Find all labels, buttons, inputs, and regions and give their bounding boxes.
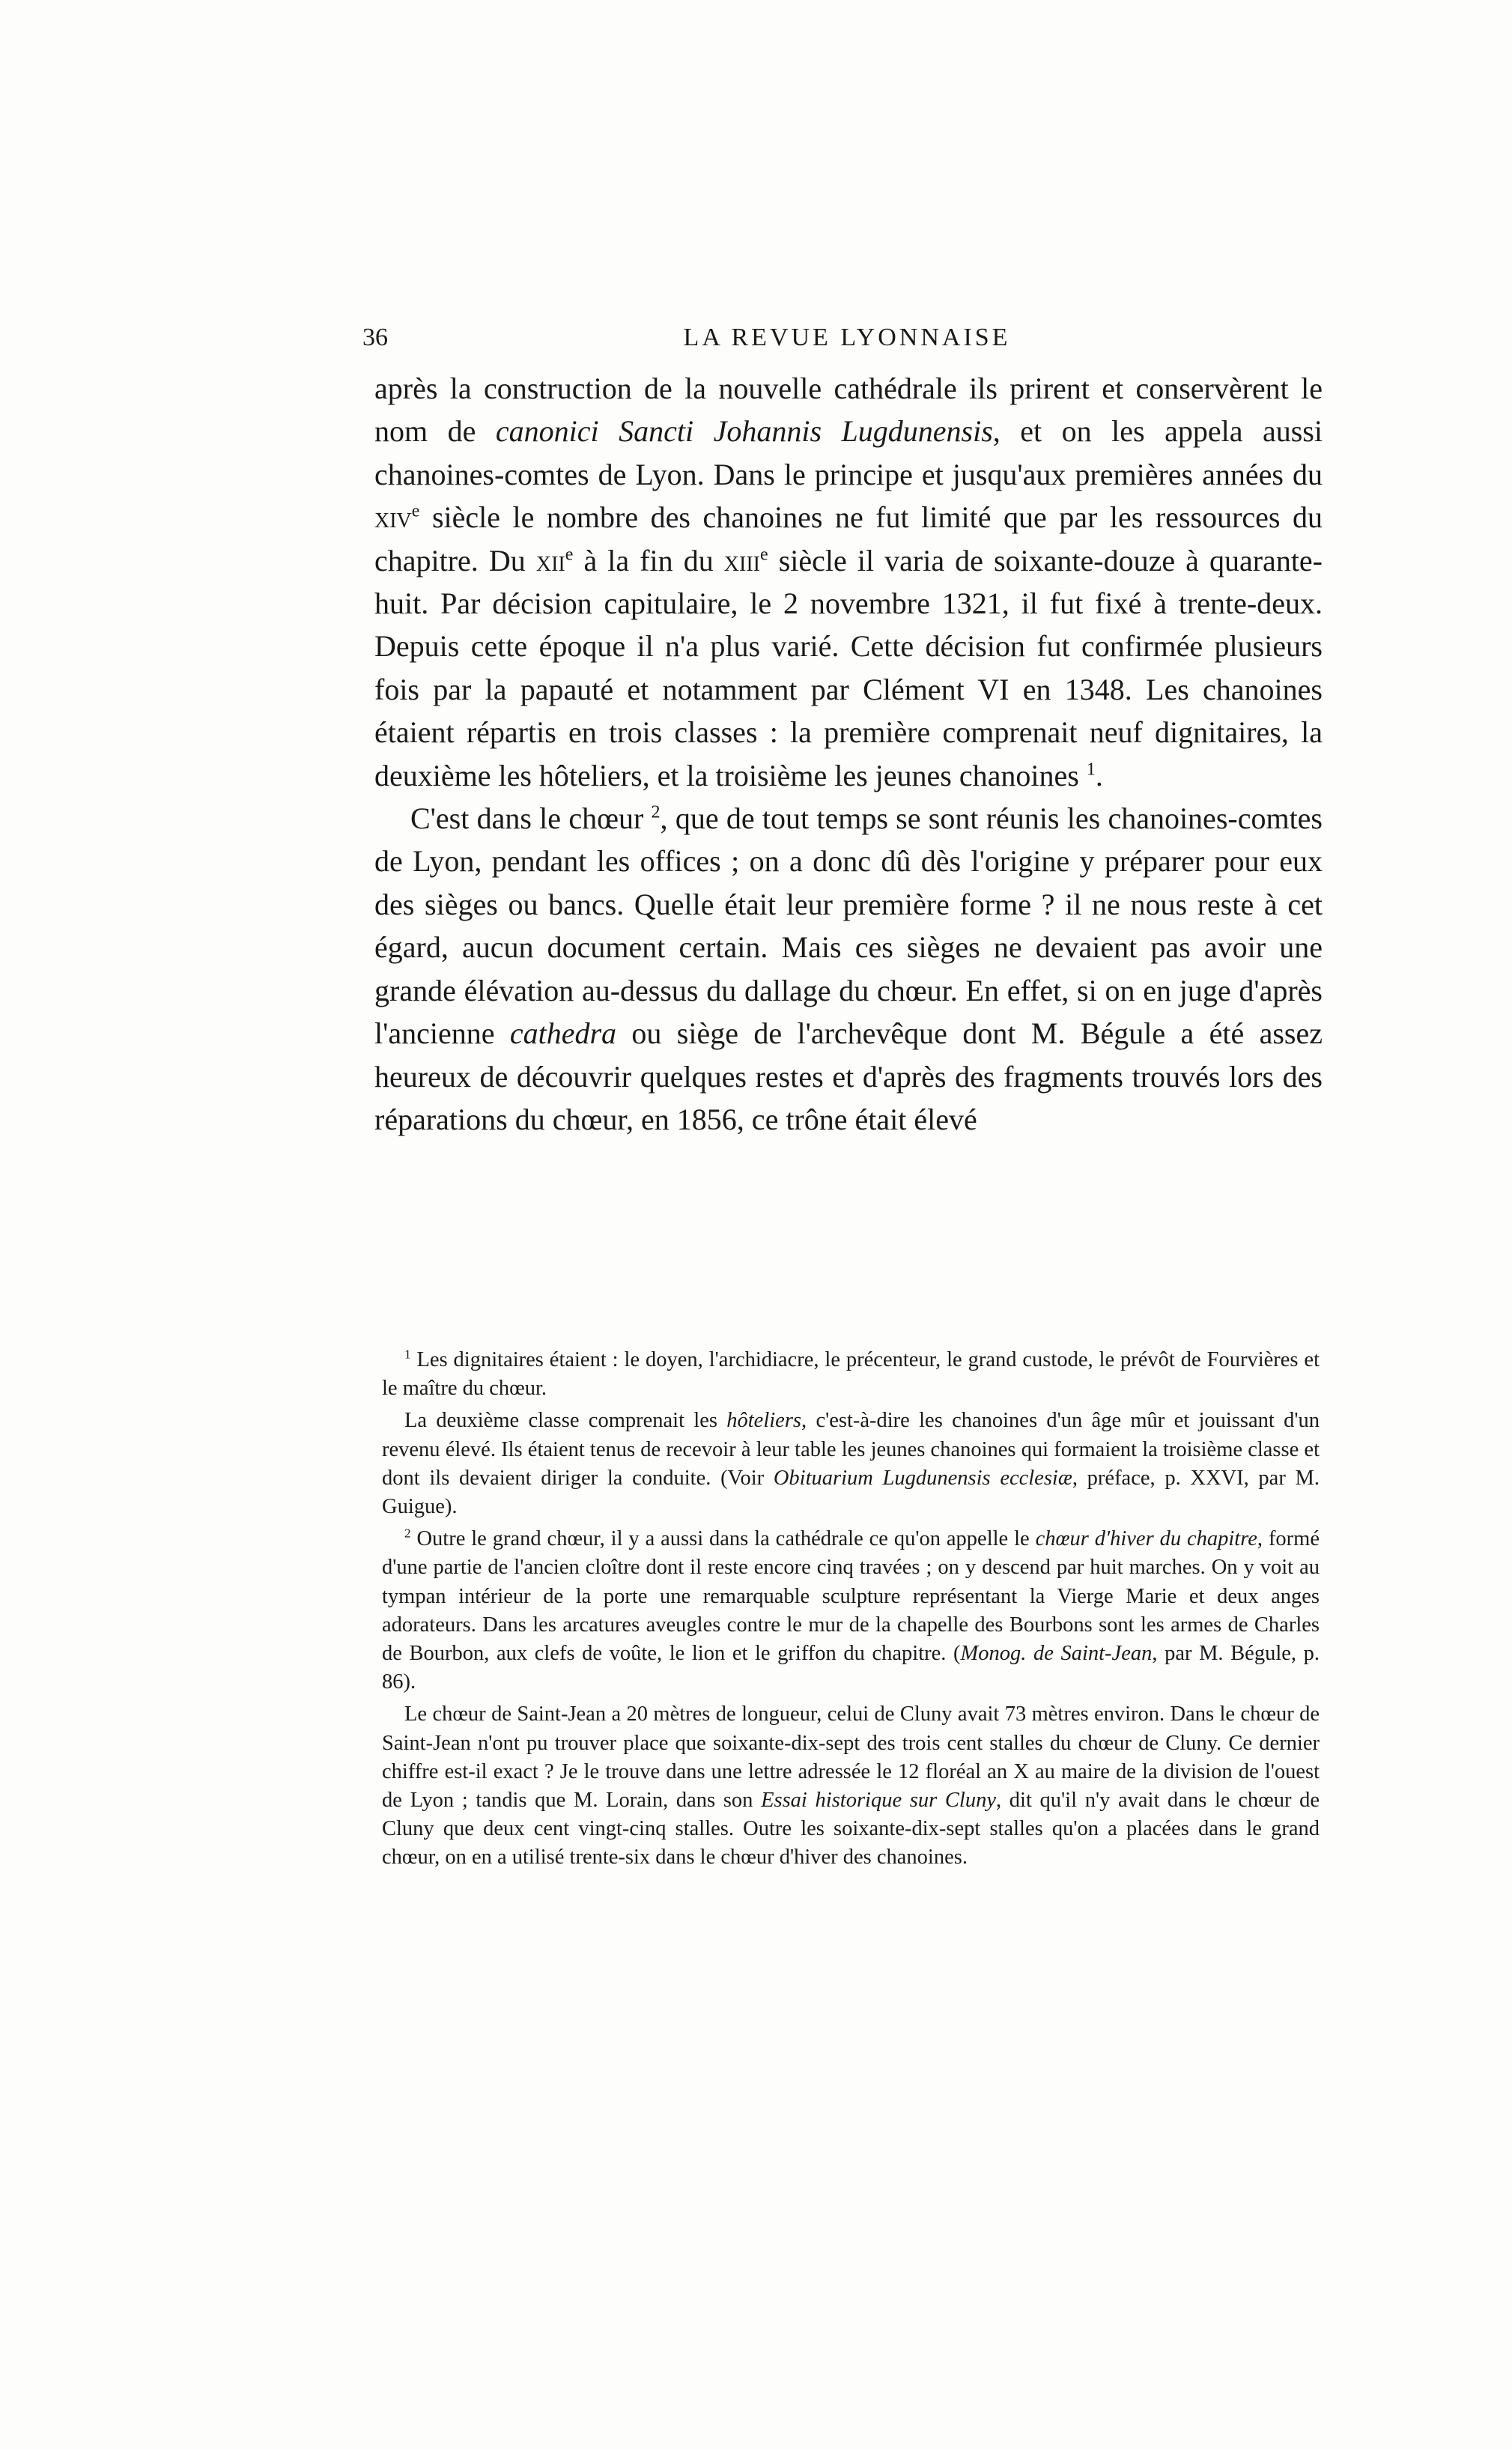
text-run: après la construction de la nouvelle cathédrale ils prirent et conservèrent le nom de [374,372,1323,449]
page-number: 36 [362,324,388,351]
text-run: ou siège de l'archevêque dont M. Bégule a été assez heureux de découvrir quelques restes et d'après des fragments trouvés lors des réparations du chœur, en 1856, ce trône était élevé [374,1016,1323,1136]
footnote-number: 1 [404,1347,411,1362]
italic-run: Obituarium Lugdunensis ecclesiæ [773,1466,1072,1490]
italic-run: cathedra [509,1016,617,1051]
text-run: siècle il varia de soixante-douze à quarante-huit. Par décision capitulaire, le 2 novembre 1321, il fut fixé à trente-deux. Depuis cette époque il n'a plus varié. Cette décision fut confirmée plusieurs fois par la papauté et notamment par Clément VI en 1348. Les chanoines étaient répartis en trois classes : la première comprenait neuf dignitaires, la deuxième les hôteliers, et la troisième les jeunes chanoines [374,543,1323,792]
text-run: , que de tout temps se sont réunis les chanoines-comtes de Lyon, pendant les offices ; on a donc dû dès l'origine y préparer pour eux des sièges ou bancs. Quelle était leur première forme ? il ne nous reste à cet égard, aucun document certain. Mais ces sièges ne devaient pas avoir une grande élévation au-dessus du dallage du chœur. En effet, si on en juge d'après l'ancienne [374,801,1323,1051]
text-run: . [1095,758,1103,792]
superscript: e [759,545,768,565]
footnote-1 [382,1346,1320,1403]
text-run: La deuxième classe comprenait les [404,1409,727,1433]
paragraph-1 [374,367,1323,797]
text-run: , et on les appela aussi chanoines-comtes de Lyon. Dans le principe et jusqu'aux premières années du [374,414,1323,491]
text-run: , c'est-à-dire les chanoines d'un âge mûr et jouissant d'un revenu élevé. Ils étaient tenus de recevoir à leur table les jeunes chanoines qui formaient la troisième classe et dont ils devaient diriger la conduite. (Voir [382,1409,1320,1490]
footnote-1-continued [382,1407,1320,1521]
footnote-2-continued [382,1700,1320,1872]
text-run: siècle le nombre des chanoines ne fut limité que par les ressources du chapitre. Du [374,500,1323,577]
text-run: C'est dans le chœur [410,801,652,836]
text-run: , préface, p. XXVI, par M. Guigue). [382,1466,1320,1519]
footnotes [382,1346,1320,1876]
footnote-ref-1: 1 [1086,759,1096,780]
text-run: à la fin du [573,543,724,577]
superscript: e [565,545,574,565]
italic-run: chœur d'hiver du chapitre [1035,1527,1257,1551]
text-run: , dit qu'il n'y avait dans le chœur de Cluny que deux cent vingt-cinq stalles. Outre les soixante-dix-sept stalles qu'on a placées dans le grand chœur, on en a utilisé trente-six dans le chœur d'hiver des chanoines. [382,1789,1320,1870]
italic-run: Essai historique sur Cluny [761,1789,996,1813]
text-run: Les dignitaires étaient : le doyen, l'archidiacre, le précenteur, le grand custode, le prévôt de Fourvières et le maître du chœur. [382,1348,1320,1401]
italic-run: Monog. de Saint-Jean [960,1642,1153,1666]
italic-run: hôteliers [726,1409,802,1433]
paragraph-2 [374,797,1323,1141]
text-run: Le chœur de Saint-Jean a 20 mètres de longueur, celui de Cluny avait 73 mètres environ. Dans le chœur de Saint-Jean n'ont pu trouver place que soixante-dix-sept des trois cent stalles du chœur de Cluny. Ce dernier chiffre est-il exact ? Je le trouve dans une lettre adressée le 12 floréal an X au maire de la division de l'ouest de Lyon ; tandis que M. Lorain, dans son [382,1702,1320,1813]
italic-run: canonici Sancti Johannis Lugdunensis [495,414,993,449]
roman-numeral: xiii [723,543,760,577]
footnote-number: 2 [404,1526,411,1541]
running-title: LA REVUE LYONNAISE [683,324,1011,351]
text-run: , par M. Bégule, p. 86). [382,1642,1320,1694]
roman-numeral: xiv [374,500,412,535]
main-text [374,367,1323,1141]
footnote-2 [382,1525,1320,1696]
roman-numeral: xii [535,543,565,577]
text-run: , formé d'une partie de l'ancien cloître dont il reste encore cinq travées ; on y descend par huit marches. On y voit au tympan intérieur de la porte une remarquable sculpture représentant la Vierge Marie et deux anges adorateurs. Dans les arcatures aveugles contre le mur de la chapelle des Bourbons sont les armes de Charles de Bourbon, aux clefs de voûte, le lion et le griffon du chapitre. ( [382,1527,1320,1666]
footnote-ref-2: 2 [651,802,661,822]
text-run: Outre le grand chœur, il y a aussi dans la cathédrale ce qu'on appelle le [410,1527,1036,1551]
page-header [362,324,1332,361]
superscript: e [411,501,420,521]
